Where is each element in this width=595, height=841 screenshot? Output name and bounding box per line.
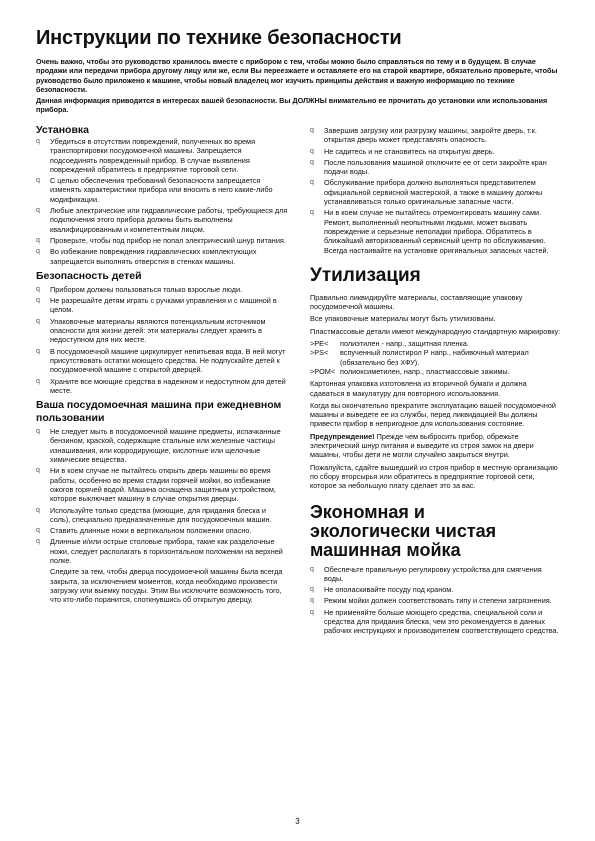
list-item xyxy=(310,147,562,156)
list-item-text: Ни в коем случае не пытайтесь отремонтировать машину сами. Ремонт, выполненный неопытными людьми, может вызвать повреждение и серьезные неполадки прибора. Обратитесь в ближайший авторизованный сервисный центр по обслуживанию. Всегда настаивайте на установке оригинальных запасных частей. xyxy=(324,208,549,255)
list-item-text: Прибором должны пользоваться только взрослые люди. xyxy=(50,284,243,294)
page-number: 3 xyxy=(295,817,300,826)
list-item xyxy=(310,608,562,636)
bullet-icon: q xyxy=(310,127,314,134)
bullet-icon: q xyxy=(310,147,314,155)
list-item-text: Не садитесь и не становитесь на открытую дверь. xyxy=(324,146,495,156)
list-item-text: Ставить длинные ножи в вертикальном положении опасно. xyxy=(50,526,252,536)
warning-label: Предупреждение! xyxy=(310,431,375,441)
bullet-icon: q xyxy=(310,608,314,616)
list-item xyxy=(36,206,288,234)
disposal-text: Картонная упаковка изготовлена из вторичной бумаги и должна сдаваться в макулатуру для повторного использования. xyxy=(310,379,527,398)
list-item xyxy=(310,126,562,145)
section-heading-child-safety: Безопасность детей xyxy=(36,269,142,282)
disposal-text: Правильно ликвидируйте материалы, составляющие упаковку посудомоечной машины. xyxy=(310,292,523,312)
bullet-icon: q xyxy=(36,285,40,293)
list-item-text: Любые электрические или гидравлические работы, требующиеся для подключения этого прибора должны быть выполнены квалифицированным и компетентным лицом. xyxy=(50,206,288,234)
list-item xyxy=(36,247,288,266)
bullet-icon: q xyxy=(36,297,40,305)
list-item xyxy=(36,537,288,565)
list-item xyxy=(36,466,288,503)
bullet-icon: q xyxy=(310,158,314,166)
bullet-icon: q xyxy=(36,138,40,145)
daily-use-note: Следите за тем, чтобы дверца посудомоечной машины была всегда закрыта, за исключением моментов, когда необходимо произвести загрузку или выемку посуды. Этим Вы исключите возможность того, что кто-либо поранится, споткнувшись об открытую дверцу. xyxy=(50,567,283,605)
list-item xyxy=(36,236,288,245)
list-item xyxy=(310,565,562,584)
list-item-text: Не ополаскивайте посуду под краном. xyxy=(324,585,454,595)
disposal-text: Все упаковочные материалы могут быть утилизованы. xyxy=(310,314,496,324)
bullet-icon: q xyxy=(36,317,40,325)
list-item xyxy=(36,427,288,464)
section-heading-eco: Экономная и экологически чистая машинная мойка xyxy=(310,501,497,560)
installation-list xyxy=(36,137,288,266)
bullet-icon: q xyxy=(36,248,40,256)
bullet-icon: q xyxy=(36,538,40,546)
list-item xyxy=(36,347,288,375)
list-item-text: С целью обеспечения требований безопасности запрещается изменять характеристики прибора или вносить в него какие-либо модификации. xyxy=(50,176,273,204)
bullet-icon: q xyxy=(310,209,314,217)
list-item xyxy=(310,208,562,254)
plastic-mark-row xyxy=(310,367,562,376)
eco-list xyxy=(310,565,562,636)
mark-desc: полиэтилен - напр., защитная пленка. xyxy=(340,339,469,349)
list-item xyxy=(36,317,288,345)
bullet-icon: q xyxy=(36,467,40,475)
list-item-text: Длинные и/или острые столовые прибора, такие как разделочные ножи, следует располагать в горизонтальном положении на верхней полке. xyxy=(50,537,283,565)
list-item-text: Проверьте, чтобы под прибор не попал электрический шнур питания. xyxy=(50,235,286,245)
section-heading-disposal: Утилизация xyxy=(310,264,421,286)
daily-use-list xyxy=(36,427,288,565)
list-item xyxy=(36,296,288,315)
list-item-text: Не разрешайте детям играть с ручками управления и с машиной в целом. xyxy=(50,296,277,315)
disposal-warning xyxy=(310,432,562,460)
bullet-icon: q xyxy=(310,179,314,187)
mark-desc: полиоксиметилен, напр., пластмассовые зажимы. xyxy=(340,366,510,376)
plastic-mark-row xyxy=(310,348,562,367)
bullet-icon: q xyxy=(36,506,40,514)
mark-code: >PE< xyxy=(310,339,329,349)
bullet-icon: q xyxy=(36,377,40,385)
list-item-text: Во избежание повреждения гидравлических комплектующих запрещается выполнять отверстия в стенках машины. xyxy=(50,247,257,266)
section-heading-installation: Установка xyxy=(36,124,89,136)
disposal-text: Пожалуйста, сдайте вышедший из строя прибор в местную организацию по сбору вторсырья или обратитесь в предприятие торговой сети, которое за небольшую плату сделает это за вас. xyxy=(310,462,558,491)
list-item-text: Обслуживание прибора должно выполняться представителем официальной сервисной мастерской, а также в машину должны устанавливаться только оригинальные запасные части. xyxy=(324,178,543,207)
list-item-text: Завершив загрузку или разгрузку машины, закройте дверь, т.к. открытая дверь может представлять опасность. xyxy=(324,126,537,145)
list-item-text: В посудомоечной машине циркулирует непитьевая вода. В ней могут присутствовать остатки моющего средства. Не подпускайте детей к посудомоечной машине с открытой дверцей. xyxy=(50,346,286,375)
mark-code: >POM< xyxy=(310,366,336,376)
list-item xyxy=(310,596,562,605)
disposal-text: Когда вы окончательно прекратите эксплуатацию вашей посудомоечной машины и выведете ее из службы, перед ликвидацией Вы должны привести прибор в непригодное для использования состояние. xyxy=(310,400,556,429)
list-item-text: Используйте только средства (моющие, для придания блеска и соль), специально предназначенные для посудомоечных машин. xyxy=(50,505,272,524)
bullet-icon: q xyxy=(36,428,40,436)
list-item-text: После пользования машиной отключите ее от сети закройте кран подачи воды. xyxy=(324,157,547,177)
section-heading-daily-use: Ваша посудомоечная машина при ежедневном пользовании xyxy=(36,399,282,425)
left-column xyxy=(36,124,288,607)
page-title: Инструкции по технике безопасности xyxy=(36,27,402,49)
list-item xyxy=(36,526,288,535)
list-item-text: Не применяйте больше моющего средства, специальной соли и средства для придания блеска, чем это рекомендуется в данных рабочих инструкциях и производителем соответствующего средства. xyxy=(324,607,559,636)
right-column xyxy=(310,126,562,638)
child-safety-list xyxy=(36,285,288,395)
list-item-text: Режим мойки должен соответствовать типу и степени загрязнения. xyxy=(324,596,552,606)
bullet-icon: q xyxy=(36,527,40,535)
bullet-icon: q xyxy=(310,565,314,573)
intro-paragraph: Данная информация приводится в интересах вашей безопасности. Вы ДОЛЖНЫ внимательно ее прочитать до установки или использования прибора. xyxy=(36,95,548,115)
bullet-icon: q xyxy=(36,236,40,244)
right-safety-list xyxy=(310,126,562,255)
list-item xyxy=(310,158,562,177)
intro-block xyxy=(36,57,560,115)
plastic-marks xyxy=(310,339,562,376)
mark-desc: вспученный полистирол Р напр., набивочный материал (обязательно без ХФУ). xyxy=(340,348,529,367)
list-item xyxy=(36,506,288,525)
list-item-text: Обеспечьте правильную регулировку устройства для смягчения воды. xyxy=(324,564,542,583)
warning-text: Прежде чем выбросить прибор, обрежьте электрический шнур питания и выведите из строя замок на двери машины, чтобы дети не могли случайно закрыться внутри. xyxy=(310,431,534,460)
list-item-text: Ни в коем случае не пытайтесь открыть дверь машины во время работы, особенно во время стадии горячей мойки, во избежание ожогов горячей водой. Машина оснащена защитным устройством, которое выключает машину в случае открытия дверцы. xyxy=(50,466,276,504)
plastic-mark-row xyxy=(310,339,562,348)
list-item-text: Храните все моющие средства в надежном и недоступном для детей месте. xyxy=(50,376,286,395)
intro-paragraph: Очень важно, чтобы это руководство хранилось вместе с прибором с тем, чтобы можно было справляться по тему и в будущем. В случае продажи или передачи прибора другому лицу или же, если Вы переезжаете и оставляете его на старой квартире, обязательно проверьте, чтобы руководство было приложено к машине, чтобы новый владелец мог изучить принципы действия и важную информацию по технике безопасности. xyxy=(36,57,558,95)
bullet-icon: q xyxy=(36,207,40,215)
list-item-text: Упаковочные материалы являются потенциальным источником опасности для жизни детей: эти материалы следует хранить в недоступном для них месте. xyxy=(50,316,266,345)
disposal-text: Пластмассовые детали имеют международную стандартную маркировку: xyxy=(310,326,561,336)
list-item xyxy=(36,377,288,396)
mark-code: >PS< xyxy=(310,348,329,358)
bullet-icon: q xyxy=(36,177,40,185)
list-item xyxy=(36,176,288,204)
bullet-icon: q xyxy=(310,586,314,594)
bullet-icon: q xyxy=(36,347,40,355)
list-item-text: Не следует мыть в посудомоечной машине предметы, испачканные бензином, краской, содержащие стальные или железные частицы изнашивания, или корродирующие, кислотные или щелочные химические вещества. xyxy=(50,427,281,465)
list-item xyxy=(36,285,288,294)
list-item xyxy=(310,585,562,594)
list-item-text: Убедиться в отсутствии повреждений, полученных во время транспортировки посудомоечной машины. Запрещается подсоединять поврежденный прибор. В случае выявления повреждений обратитесь в предприятие торговой сети. xyxy=(50,137,256,174)
list-item xyxy=(36,137,288,174)
list-item xyxy=(310,178,562,206)
bullet-icon: q xyxy=(310,597,314,605)
